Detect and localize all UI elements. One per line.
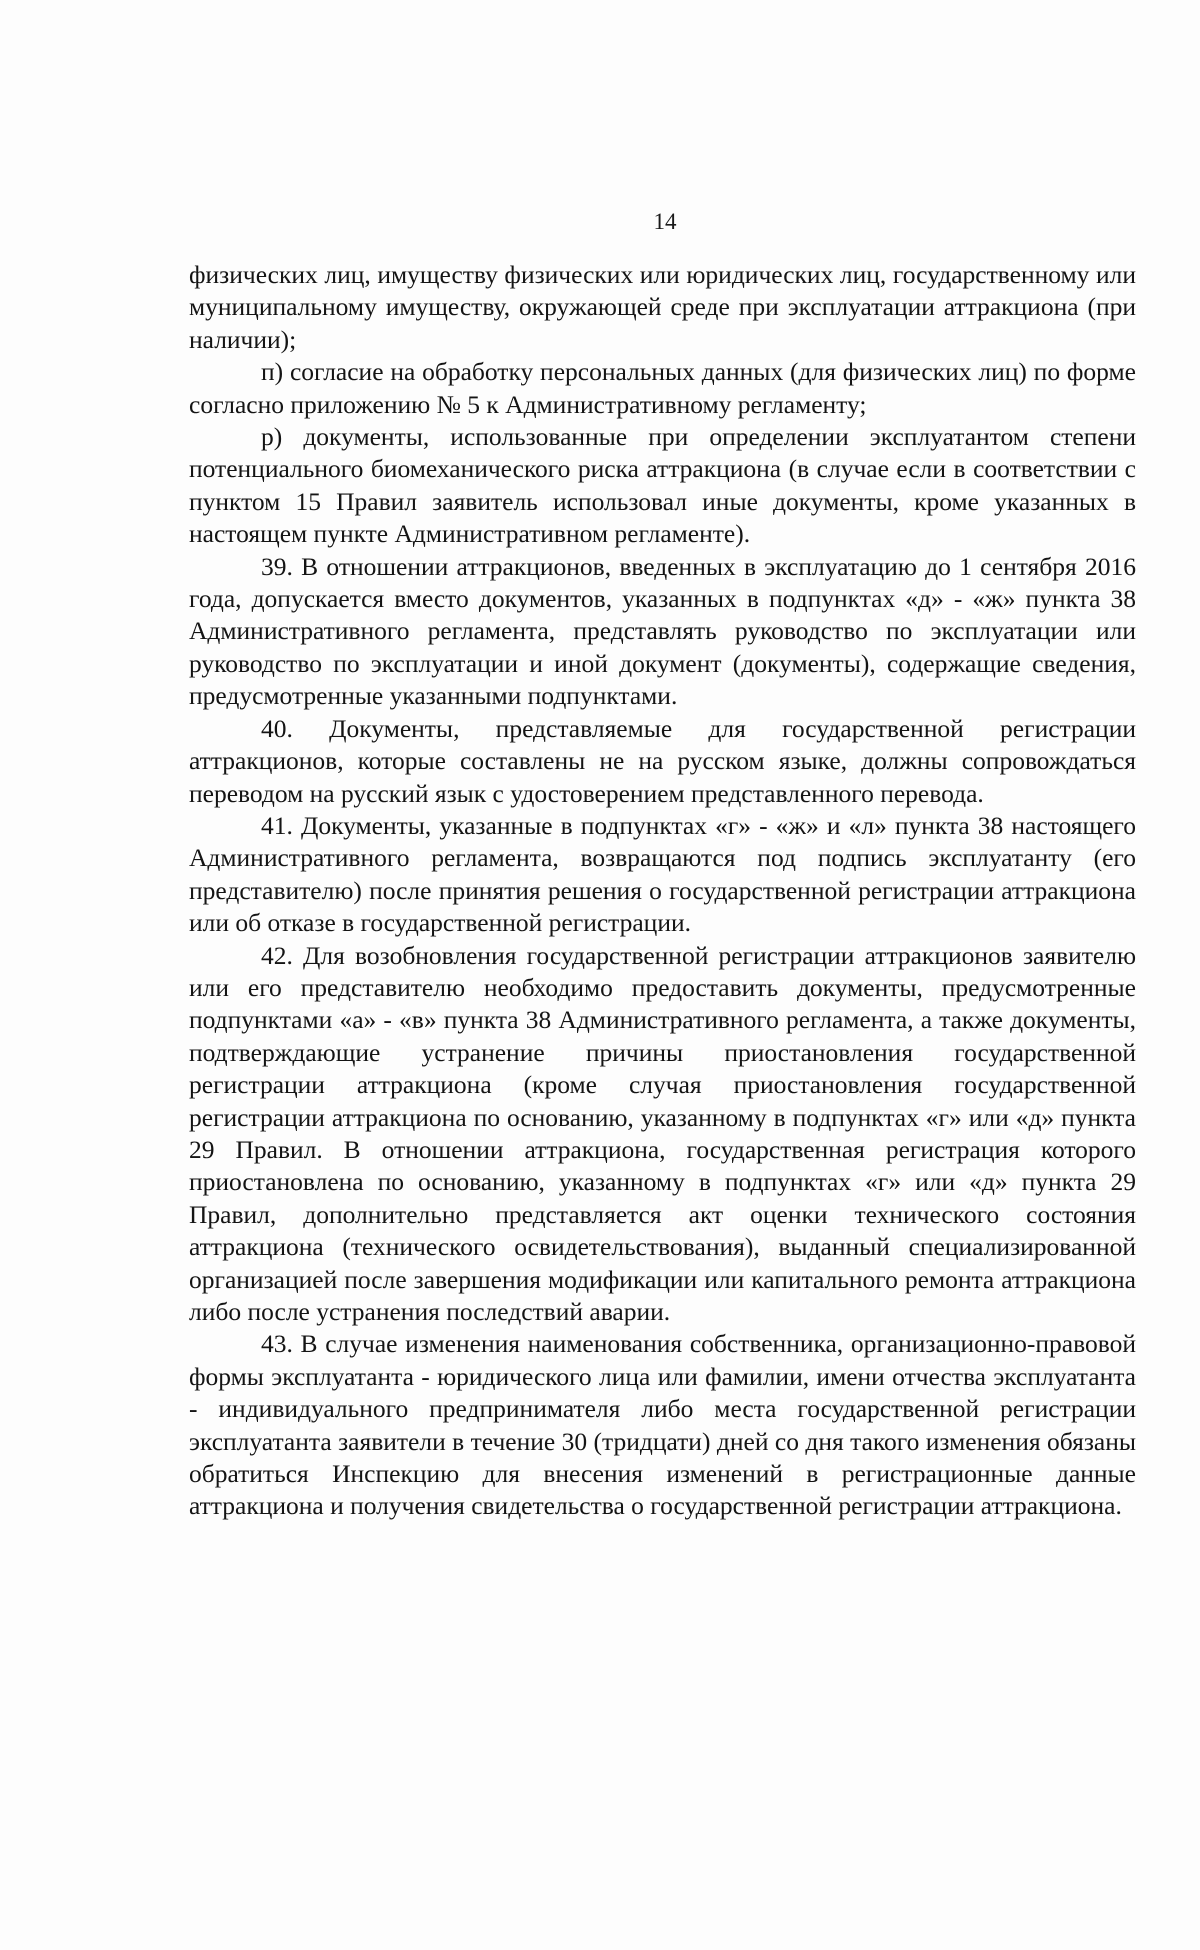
paragraph-40: 40. Документы, представляемые для государственной регистрации аттракционов, которые составлены не на русском языке, должны сопровождаться переводом на русский язык с удостоверением представленного перевода. bbox=[189, 713, 1136, 808]
paragraph-43: 43. В случае изменения наименования собственника, организационно-правовой формы эксплуатанта - юридического лица или фамилии, имени отчества эксплуатанта - индивидуального предпринимателя либо места государственной регистрации эксплуатанта заявители в течение 30 (тридцати) дней со дня такого изменения обязаны обратиться Инспекцию для внесения изменений в регистрационные данные аттракциона и получения свидетельства о государственной регистрации аттракциона. bbox=[189, 1329, 1136, 1521]
paragraph-item-p: п) согласие на обработку персональных данных (для физических лиц) по форме согласно приложению № 5 к Административному регламенту; bbox=[189, 357, 1136, 419]
page-number: 14 bbox=[653, 209, 677, 234]
paragraph-continuation: физических лиц, имуществу физических или юридических лиц, государственному или муниципальному имуществу, окружающей среде при эксплуатации аттракциона (при наличии); bbox=[189, 260, 1136, 354]
paragraph-39: 39. В отношении аттракционов, введенных в эксплуатацию до 1 сентября 2016 года, допускается вместо документов, указанных в подпунктах «д» - «ж» пункта 38 Административного регламента, представлять руководство по эксплуатации или руководство по эксплуатации и иной документ (документы), содержащие сведения, предусмотренные указанными подпунктами. bbox=[189, 551, 1136, 711]
paragraph-41: 41. Документы, указанные в подпунктах «г» - «ж» и «л» пункта 38 настоящего Административного регламента, возвращаются под подпись эксплуатанту (его представителю) после принятия решения о государственной регистрации аттракциона или об отказе в государственной регистрации. bbox=[189, 810, 1136, 938]
document-body bbox=[189, 259, 1136, 1523]
paragraph-42: 42. Для возобновления государственной регистрации аттракционов заявителю или его представителю необходимо предоставить документы, предусмотренные подпунктами «а» - «в» пункта 38 Административного регламента, а также документы, подтверждающие устранение причины приостановления государственной регистрации аттракциона (кроме случая приостановления государственной регистрации аттракциона по основанию, указанному в подпунктах «г» или «д» пункта 29 Правил. В отношении аттракциона, государственная регистрация которого приостановлена по основанию, указанному в подпунктах «г» или «д» пункта 29 Правил, дополнительно представляется акт оценки технического состояния аттракциона (технического освидетельствования), выданный специализированной организацией после завершения модификации или капитального ремонта аттракциона либо после устранения последствий аварии. bbox=[189, 940, 1136, 1326]
paragraph-item-r: р) документы, использованные при определении эксплуатантом степени потенциального биомеханического риска аттракциона (в случае если в соответствии с пунктом 15 Правил заявитель использовал иные документы, кроме указанных в настоящем пункте Административном регламенте). bbox=[189, 422, 1136, 549]
